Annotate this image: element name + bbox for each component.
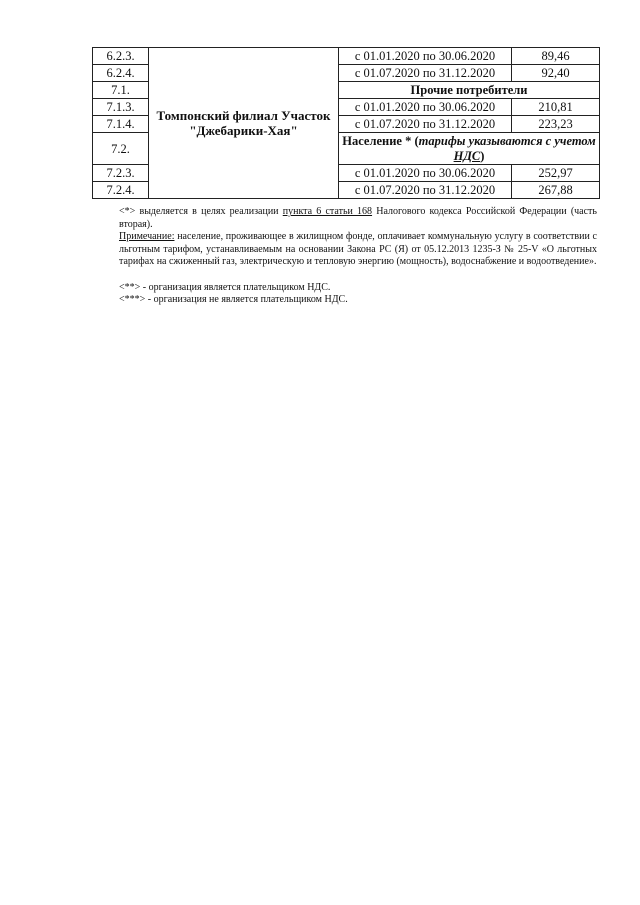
footnote-vat-text: <*> выделяется в целях реализации <box>119 206 283 217</box>
spacer <box>119 269 597 282</box>
tariff-value: 223,23 <box>512 116 600 133</box>
footnote-vat-payer: <**> - организация является плательщиком НДС. <box>119 281 331 293</box>
footnote-vat <box>119 206 597 231</box>
row-number: 6.2.4. <box>93 65 149 82</box>
row-number: 7.1.4. <box>93 116 149 133</box>
table-row <box>93 48 600 65</box>
header-italic: тарифы указываются с учетом <box>418 133 596 148</box>
row-number: 7.1.3. <box>93 99 149 116</box>
row-number: 7.1. <box>93 82 149 99</box>
row-number: 7.2. <box>93 133 149 165</box>
row-number: 7.2.3. <box>93 165 149 182</box>
footnote-non-vat-payer: <***> - организация не является плательщиком НДС. <box>119 294 348 305</box>
tariff-table <box>92 47 600 199</box>
note-paragraph <box>119 231 597 269</box>
organization-name: Томпонский филиал Участок "Джебарики-Хая" <box>149 48 339 199</box>
period-cell: с 01.07.2020 по 31.12.2020 <box>339 65 512 82</box>
header-main: Население * ( <box>342 133 419 148</box>
tariff-value: 92,40 <box>512 65 600 82</box>
law-link[interactable]: пункта 6 статьи 168 <box>282 206 373 217</box>
row-number: 7.2.4. <box>93 182 149 199</box>
period-cell: с 01.01.2020 по 30.06.2020 <box>339 165 512 182</box>
period-cell: с 01.07.2020 по 31.12.2020 <box>339 182 512 199</box>
row-number: 6.2.3. <box>93 48 149 65</box>
section-header: Прочие потребители <box>339 82 600 99</box>
period-cell: с 01.07.2020 по 31.12.2020 <box>339 116 512 133</box>
header-italic-underlined: НДС <box>453 148 481 163</box>
section-header <box>339 133 600 165</box>
tariff-value: 252,97 <box>512 165 600 182</box>
note-text: население, проживающее в жилищном фонде, оплачивает коммунальную услугу в соответствии с льготным тарифом, устанавливаемым на основании Закона РС (Я) от 05.12.2013 1235-З № 25-V «О льготных тарифах на сжиженный газ, электрическую и тепловую энергию (мощность), водоснабжение и водоотведение». <box>119 231 597 267</box>
tariff-value: 210,81 <box>512 99 600 116</box>
tariff-value: 89,46 <box>512 48 600 65</box>
header-end: ) <box>480 148 485 163</box>
note-label: Примечание: <box>119 231 175 242</box>
period-cell: с 01.01.2020 по 30.06.2020 <box>339 99 512 116</box>
footnotes <box>119 206 597 307</box>
period-cell: с 01.01.2020 по 30.06.2020 <box>339 48 512 65</box>
tariff-value: 267,88 <box>512 182 600 199</box>
footnote-vat-text-end: Налогового кодекса Российской Федерации (часть вторая). <box>119 206 597 230</box>
